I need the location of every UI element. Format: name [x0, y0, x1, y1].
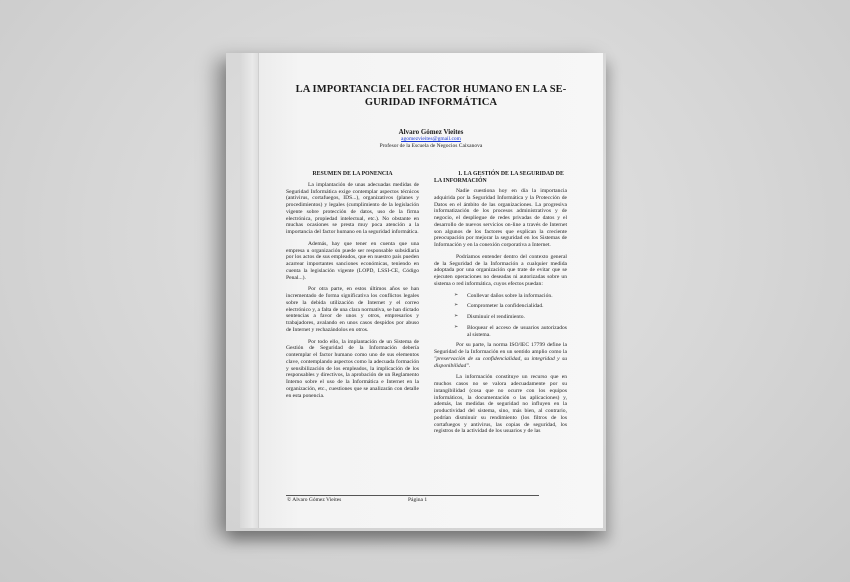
bullet-item: [434, 293, 567, 300]
footer-divider: [286, 495, 539, 496]
bullet-text: Comprometer la confidencialidad.: [467, 303, 544, 310]
footer-copyright: © Alvaro Gómez Vieites: [287, 497, 342, 503]
iso-quote: "preservación de su confidencialidad, su integridad y su disponibilidad": [434, 355, 567, 369]
author-affiliation: Profesor de la Escuela de Negocios Caixanova: [379, 143, 483, 149]
page-binding-edge: [240, 53, 259, 528]
bullet-text: Conllevar daños sobre la información.: [467, 292, 553, 299]
title-line-1: LA IMPORTANCIA DEL FACTOR HUMANO EN LA SE-: [295, 84, 567, 95]
bullet-item: [434, 314, 567, 321]
abstract-paragraph: Por otra parte, en estos últimos años se han incrementado de forma significativa los conflictos legales sobre la debida utilización de Internet y el correo electrónico y, a falta de una clara normativa, se han dictado sentencias a favor de unos y otros, empresarios y trabajadores, avalando en unos casos despidos por abuso de Internet y rechazándolos en otros.: [286, 286, 419, 333]
iso-text-end: .: [468, 362, 471, 369]
arrow-bullet-icon: ➢: [454, 324, 459, 330]
author-name: Alvaro Gómez Vieites: [398, 128, 464, 136]
bullet-text: Disminuir el rendimiento.: [467, 314, 525, 320]
left-column: [286, 171, 419, 404]
bullet-item: [434, 303, 567, 310]
section-heading: 1. LA GESTIÓN DE LA SEGURIDAD DE LA INFORMACIÓN: [434, 171, 564, 184]
author-email-link[interactable]: agomezvieites@gmail.com: [401, 136, 461, 142]
abstract-heading: RESUMEN DE LA PONENCIA: [312, 171, 393, 177]
arrow-bullet-icon: ➢: [454, 292, 459, 298]
iso-definition-paragraph: [434, 342, 567, 369]
arrow-bullet-icon: ➢: [454, 303, 459, 309]
document-title: [286, 84, 576, 109]
body-paragraph: Nadie cuestiona hoy en día la importancia adquirida por la Seguridad Informática y la Protección de Datos en el ámbito de las organizaciones. La progresiva informatización de los procesos administrativos y de negocio, el despliegue de redes privadas de datos y el desarrollo de nuevos servicios on-line a través de Internet son algunos de los factores que explican la creciente preocupación por mejorar la seguridad en los Sistemas de Información y en la conexión corporativa a Internet.: [434, 188, 567, 248]
effects-bullet-list: [434, 293, 567, 339]
footer-page-number: Página 1: [408, 497, 428, 503]
abstract-paragraph: La implantación de unas adecuadas medidas de Seguridad Informática exige contemplar aspectos técnicos (antivirus, cortafuegos, IDS...), organizativos (planes y procedimientos) y legales (cumplimiento de la legislación vigente sobre protección de datos, uso de la firma electrónica, propiedad intelectual, etc.). No obstante en muchas ocasiones se presta muy poca atención a la importancia del factor humano en la seguridad informática.: [286, 181, 419, 235]
right-column: [434, 171, 567, 440]
bullet-text: Bloquear el acceso de usuarios autorizados al sistema.: [467, 324, 567, 338]
abstract-paragraph: Por todo ello, la implantación de un Sistema de Gestión de Seguridad de la Información debería contemplar el factor humano como uno de sus elementos clave, contemplando aspectos como la adecuada formación y sensibilización de los empleados, la implicación de los responsables y directivos, la aprobación de un Reglamento Interno sobre el uso de la Informática e Internet en la organización, etc., cuestiones que se analizarán con detalle en esta ponencia.: [286, 338, 419, 399]
body-paragraph: Podríamos entender dentro del contexto general de la Seguridad de la Información a cualquier medida adoptada por una organización que trate de evitar que se ejecuten operaciones no deseadas ni autorizadas sobre un sistema o red informática, cuyos efectos puedan:: [434, 253, 567, 287]
arrow-bullet-icon: ➢: [454, 314, 459, 319]
body-paragraph: La información constituye un recurso que en muchos casos no se valora adecuadamente por su intangibilidad (cosa que no ocurre con los equipos informáticos, la documentación o las aplicaciones) y, además, las medidas de seguridad no influyen en la productividad del sistema, sino, más bien, al contrario, podrían disminuir su rendimiento (los filtros de los cortafuegos y antivirus, las copias de seguridad, los registros de la actividad de los usuarios y de las: [434, 374, 567, 435]
document-page: [240, 53, 603, 528]
bullet-item: [434, 325, 567, 339]
abstract-paragraph: Además, hay que tener en cuenta que una empresa u organización puede ser responsable subsidiaria por los actos de sus empleados, que en nuestro país pueden acarrear importantes sanciones económicas, teniendo en cuenta la legislación vigente (LOPD, LSSI-CE, Código Penal...).: [286, 240, 419, 281]
title-line-2: GURIDAD INFORMÁTICA: [364, 96, 498, 108]
iso-text: Por su parte, la norma ISO/IEC 17799 define la Seguridad de la Información en un sentido amplio como la: [434, 342, 567, 355]
